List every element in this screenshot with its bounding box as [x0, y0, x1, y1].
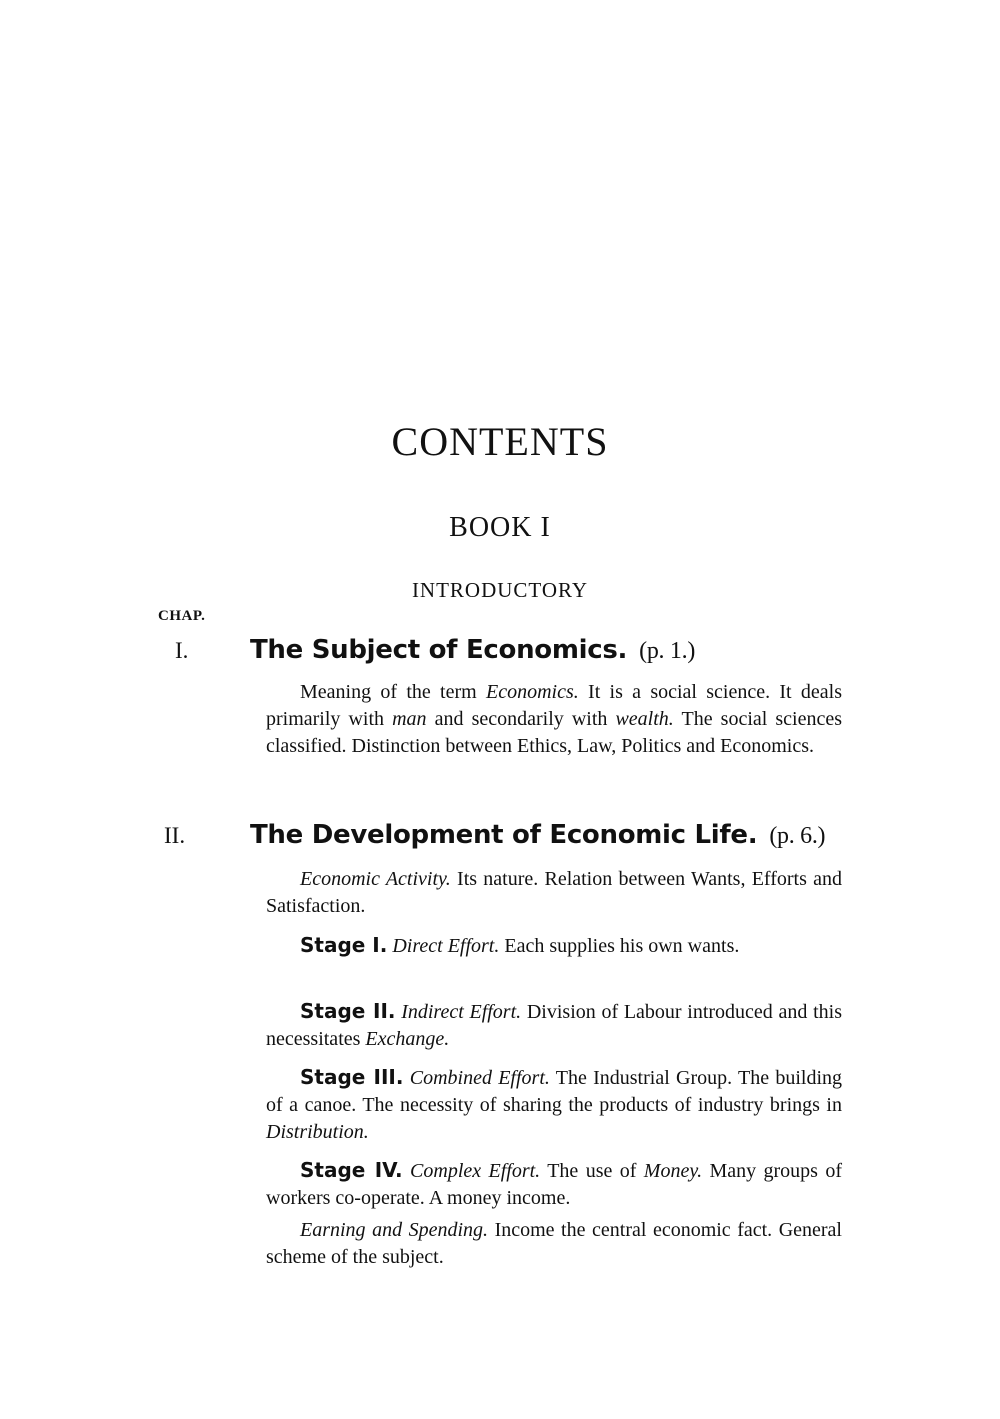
stage-label: Stage III. [300, 1065, 404, 1089]
stage-paragraph: Stage I. Direct Effort. Each supplies his own wants. [300, 933, 740, 957]
chapter-summary: Economic Activity. Its nature. Relation between Wants, Efforts and Satisfaction. [266, 868, 842, 917]
stage-label: Stage IV. [300, 1158, 403, 1182]
chapter-summary: Earning and Spending. Income the central economic fact. General scheme of the subject. [266, 1219, 842, 1268]
chapter-page: (p. 6.) [769, 823, 826, 849]
chapter-title: The Subject of Economics. [250, 635, 628, 665]
chapter-page: (p. 1.) [639, 638, 696, 664]
page-title: CONTENTS [391, 419, 609, 464]
chap-label: CHAP. [158, 608, 206, 624]
stage-label: Stage II. [300, 999, 396, 1023]
section-heading: INTRODUCTORY [411, 578, 589, 602]
stage-paragraph: Stage III. Combined Effort. The Industrial Group. The building of a canoe. The necessity of sharing the products of industry brings in Distribution. [266, 1065, 843, 1143]
chapter-heading [250, 820, 825, 850]
stage-paragraph: Stage IV. Complex Effort. The use of Money. Many groups of workers co-operate. A money income. [266, 1158, 843, 1209]
stage-paragraph: Stage II. Indirect Effort. Division of Labour introduced and this necessitates Exchange. [266, 999, 842, 1050]
chapter-summary: Meaning of the term Economics. It is a social science. It deals primarily with man and secondarily with wealth. The social sciences classified. Distinction between Ethics, Law, Politics and Economics. [266, 681, 843, 757]
chapter-number: I. [175, 638, 189, 663]
chapter-title: The Development of Economic Life. [250, 820, 758, 850]
book-heading: BOOK I [449, 512, 551, 543]
chapter-heading [250, 635, 695, 665]
stage-label: Stage I. [300, 933, 388, 957]
chapter-number: II. [164, 823, 186, 848]
